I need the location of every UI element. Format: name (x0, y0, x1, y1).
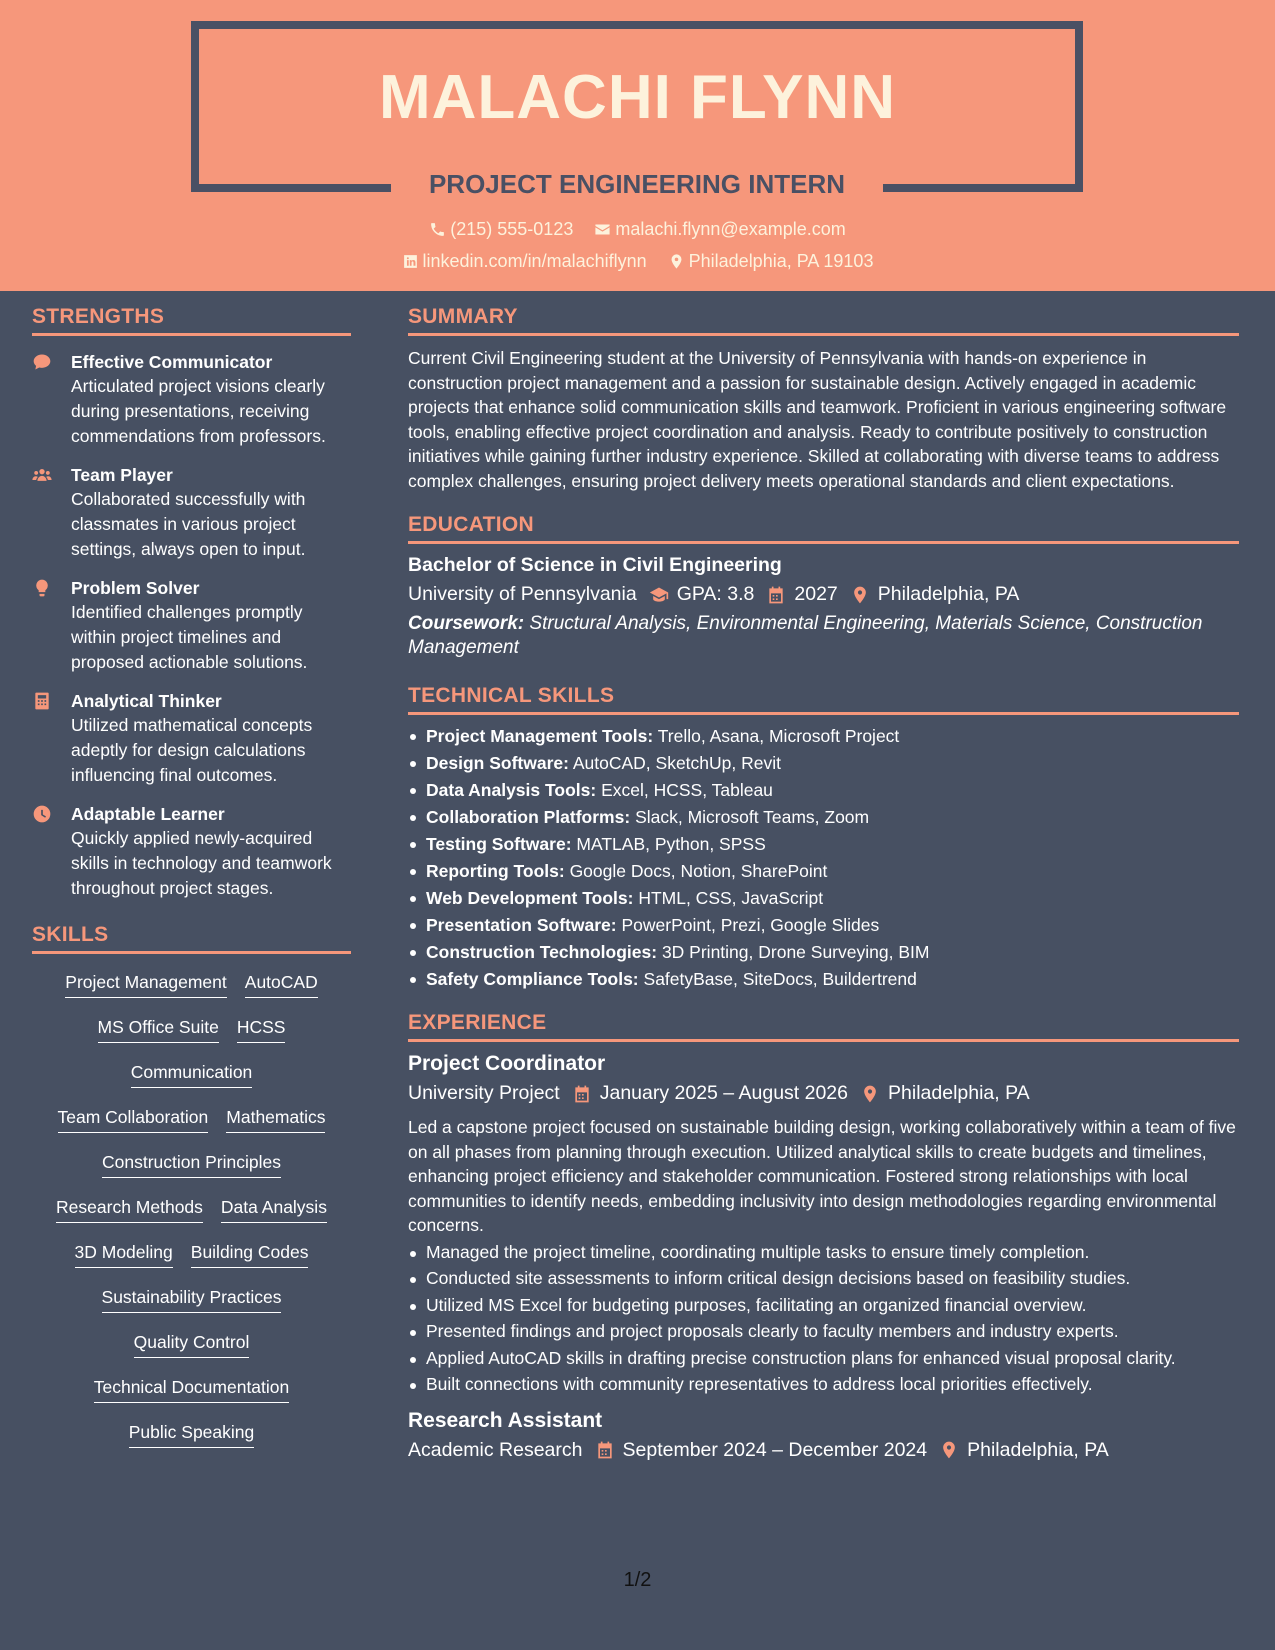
skill-category: Safety Compliance Tools: (426, 969, 639, 989)
right-column (408, 305, 1239, 1462)
job-entry (408, 1052, 1239, 1397)
comment-icon (32, 352, 54, 372)
skill-row (32, 1101, 351, 1146)
skill-values: HTML, CSS, JavaScript (638, 888, 824, 908)
strength-title: Team Player (71, 465, 173, 485)
skill-tag: Construction Principles (102, 1150, 281, 1178)
contact-line-1 (0, 219, 1275, 243)
skill-tag: AutoCAD (245, 970, 318, 998)
skill-tag: Technical Documentation (94, 1375, 290, 1403)
graduation-year: 2027 (794, 583, 838, 605)
linkedin-icon (402, 253, 419, 270)
list-item (408, 912, 1239, 939)
skill-values: Google Docs, Notion, SharePoint (569, 861, 828, 881)
degree-title: Bachelor of Science in Civil Engineering (408, 554, 782, 576)
skill-category: Presentation Software: (426, 915, 617, 935)
coursework-text: Structural Analysis, Environmental Engineering, Materials Science, Construction Management (408, 613, 1203, 658)
list-item (408, 831, 1239, 858)
page-number: 1/2 (623, 1569, 652, 1591)
education-meta (408, 583, 1239, 606)
linkedin-text[interactable]: linkedin.com/in/malachiflynn (422, 251, 647, 271)
calendar-icon (766, 585, 786, 605)
strength-desc: Articulated project visions clearly during presentations, receiving commendations from professors. (71, 376, 326, 446)
skill-category: Construction Technologies: (426, 942, 658, 962)
skill-values: Slack, Microsoft Teams, Zoom (635, 807, 870, 827)
envelope-icon (594, 221, 611, 238)
header (0, 0, 1275, 291)
technical-skills-list (408, 723, 1239, 993)
skill-tag: Quality Control (134, 1330, 250, 1358)
job-role: PROJECT ENGINEERING INTERN (428, 169, 846, 199)
job-org: Academic Research (408, 1438, 583, 1461)
skill-values: Excel, HCSS, Tableau (601, 780, 773, 800)
skill-row (32, 1011, 351, 1056)
job-entry (408, 1409, 1239, 1462)
list-item: Managed the project timeline, coordinating multiple tasks to ensure timely completion. (408, 1240, 1239, 1265)
job-bullets (408, 1240, 1239, 1397)
strengths-list (32, 350, 351, 901)
job-location: Philadelphia, PA (967, 1438, 1109, 1461)
job-dates: September 2024 – December 2024 (622, 1438, 928, 1461)
strength-title: Effective Communicator (71, 352, 273, 372)
list-item (408, 858, 1239, 885)
list-item (408, 804, 1239, 831)
skill-tag: HCSS (237, 1015, 286, 1043)
strength-item (32, 463, 351, 562)
map-pin-icon (668, 253, 685, 270)
coursework (408, 612, 1239, 660)
job-location: Philadelphia, PA (888, 1082, 1030, 1104)
skill-values: AutoCAD, SketchUp, Revit (572, 753, 781, 773)
job-title: Research Assistant (408, 1408, 603, 1432)
school-name: University of Pennsylvania (408, 583, 637, 605)
strength-title: Problem Solver (71, 578, 200, 598)
skill-row (32, 1371, 351, 1416)
skill-tag: Public Speaking (129, 1420, 255, 1448)
skill-row (32, 966, 351, 1011)
experience-title: EXPERIENCE (408, 1011, 1239, 1042)
strength-desc: Utilized mathematical concepts adeptly for design calculations influencing final outcomes. (71, 715, 313, 785)
skill-tag: Data Analysis (221, 1195, 327, 1223)
clock-icon (32, 804, 54, 824)
skill-tag: Project Management (65, 970, 226, 998)
list-item (408, 750, 1239, 777)
skill-row (32, 1236, 351, 1281)
job-dates: January 2025 – August 2026 (599, 1082, 849, 1104)
graduation-cap-icon (649, 585, 669, 605)
skill-category: Web Development Tools: (426, 888, 634, 908)
skill-category: Design Software: (426, 753, 569, 773)
skills-title: SKILLS (32, 923, 351, 954)
skill-tag: Research Methods (56, 1195, 203, 1223)
list-item (408, 777, 1239, 804)
strengths-title: STRENGTHS (32, 305, 351, 336)
job-meta (408, 1082, 1239, 1105)
skill-category: Collaboration Platforms: (426, 807, 631, 827)
job-title: Project Coordinator (408, 1052, 606, 1075)
job-meta (408, 1439, 1239, 1462)
coursework-label: Coursework: (408, 613, 525, 634)
skill-category: Reporting Tools: (426, 861, 565, 881)
contact-line-2 (0, 251, 1275, 275)
skills-list (32, 966, 351, 1461)
skill-values: SafetyBase, SiteDocs, Buildertrend (643, 969, 917, 989)
strength-item (32, 576, 351, 675)
skill-tag: MS Office Suite (98, 1015, 219, 1043)
phone-text: (215) 555-0123 (450, 219, 574, 239)
skill-values: Trello, Asana, Microsoft Project (657, 726, 900, 746)
list-item (408, 885, 1239, 912)
list-item (408, 966, 1239, 993)
job-org: University Project (408, 1082, 560, 1104)
users-icon (32, 465, 54, 485)
skill-values: MATLAB, Python, SPSS (576, 834, 766, 854)
strength-desc: Collaborated successfully with classmates in various project settings, always open to input. (71, 489, 306, 559)
candidate-name: MALACHI FLYNN (378, 63, 897, 132)
summary-text: Current Civil Engineering student at the University of Pennsylvania with hands-on experience in construction project management and a passion for sustainable design. Actively engaged in academic projects that enhance solid communication skills and teamwork. Proficient in various engineering software tools, enabling effective project coordination and analysis. Ready to contribute positively to construction initiatives while gaining further industry experience. Skilled at collaborating with diverse teams to address complex challenges, ensuring project delivery meets operational standards and client expectations. (408, 348, 1227, 491)
skill-row (32, 1191, 351, 1236)
summary-title: SUMMARY (408, 305, 1239, 336)
skill-tag: Communication (131, 1060, 253, 1088)
job-description: Led a capstone project focused on sustainable building design, working collaboratively within a team of five on all phases from planning through execution. Utilized analytical skills to create budgets and timelines, enhancing project efficiency and stakeholder communication. Fostered strong relationships with local communities to identify needs, embedding inclusivity into design methodologies regarding environmental concerns. (408, 1117, 1236, 1235)
skill-tag: 3D Modeling (75, 1240, 173, 1268)
skill-tag: Team Collaboration (58, 1105, 209, 1133)
role-wrap (391, 162, 883, 206)
strength-title: Analytical Thinker (71, 691, 222, 711)
skill-values: 3D Printing, Drone Surveying, BIM (661, 942, 930, 962)
education-title: EDUCATION (408, 513, 1239, 544)
skill-category: Project Management Tools: (426, 726, 654, 746)
calendar-icon (595, 1440, 615, 1460)
list-item: Conducted site assessments to inform critical design decisions based on feasibility studies. (408, 1266, 1239, 1291)
map-pin-icon (860, 1084, 880, 1104)
technical-skills-title: TECHNICAL SKILLS (408, 684, 1239, 715)
location-text: Philadelphia, PA 19103 (688, 251, 874, 271)
left-column (32, 305, 351, 1461)
linkedin-contact[interactable] (402, 251, 647, 272)
strength-item (32, 802, 351, 901)
map-pin-icon (939, 1440, 959, 1460)
skill-row (32, 1146, 351, 1191)
list-item: Presented findings and project proposals clearly to faculty members and industry experts. (408, 1319, 1239, 1344)
email-contact[interactable] (594, 219, 845, 240)
skill-category: Testing Software: (426, 834, 572, 854)
phone-contact (429, 219, 573, 240)
gpa-text: GPA: 3.8 (676, 583, 755, 605)
calculator-icon (32, 691, 54, 711)
skill-category: Data Analysis Tools: (426, 780, 597, 800)
list-item: Applied AutoCAD skills in drafting precise construction plans for enhanced visual proposal clarity. (408, 1346, 1239, 1371)
education-location: Philadelphia, PA (877, 583, 1020, 605)
list-item (408, 939, 1239, 966)
skill-row (32, 1416, 351, 1461)
list-item: Built connections with community representatives to address local priorities effectively. (408, 1372, 1239, 1397)
skill-row (32, 1326, 351, 1371)
strength-title: Adaptable Learner (71, 804, 225, 824)
skill-tag: Sustainability Practices (102, 1285, 282, 1313)
strength-item (32, 689, 351, 788)
lightbulb-icon (32, 578, 54, 598)
map-pin-icon (850, 585, 870, 605)
skill-tag: Building Codes (191, 1240, 309, 1268)
location-contact (668, 251, 874, 272)
list-item: Utilized MS Excel for budgeting purposes, facilitating an organized financial overview. (408, 1293, 1239, 1318)
strength-desc: Identified challenges promptly within project timelines and proposed actionable solutions. (71, 602, 308, 672)
skill-values: PowerPoint, Prezi, Google Slides (621, 915, 880, 935)
strength-desc: Quickly applied newly-acquired skills in technology and teamwork throughout project stages. (71, 828, 332, 898)
skill-row (32, 1056, 351, 1101)
email-text[interactable]: malachi.flynn@example.com (615, 219, 846, 239)
skill-tag: Mathematics (226, 1105, 325, 1133)
strength-item (32, 350, 351, 449)
skill-row (32, 1281, 351, 1326)
list-item (408, 723, 1239, 750)
phone-icon (429, 221, 446, 238)
calendar-icon (572, 1084, 592, 1104)
